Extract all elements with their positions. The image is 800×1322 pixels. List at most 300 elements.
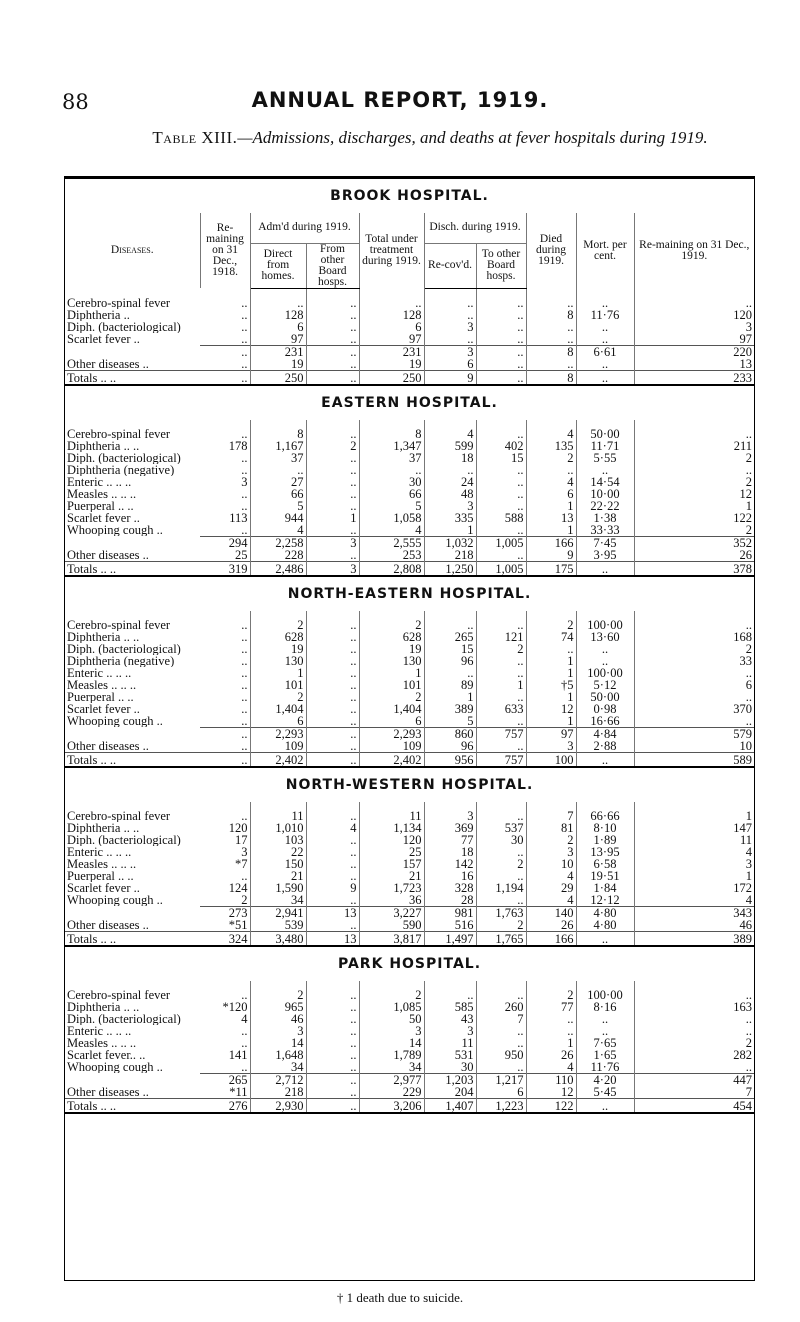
- value-cell: 5: [359, 500, 424, 512]
- value-cell: ..: [424, 309, 476, 321]
- value-cell: 2: [745, 474, 753, 489]
- value-cell: ..: [476, 428, 526, 440]
- value-cell: 46: [739, 917, 753, 932]
- value-cell: 218: [250, 1086, 306, 1099]
- table-row: [65, 464, 754, 476]
- value-cell: ..: [200, 870, 250, 882]
- value-cell: 1: [424, 691, 476, 703]
- value-cell: 33·33: [576, 524, 634, 537]
- value-cell: 369: [424, 822, 476, 834]
- disease-label: Other diseases ..: [67, 1085, 149, 1098]
- value-cell: 218: [424, 549, 476, 562]
- table-row: [65, 691, 754, 703]
- value-cell: ..: [306, 834, 359, 846]
- value-cell: ..: [576, 321, 634, 333]
- value-cell: ..: [200, 1025, 250, 1037]
- value-cell: 2: [526, 452, 576, 464]
- hospital-title: EASTERN HOSPITAL.: [65, 385, 754, 420]
- value-cell: 50·00: [576, 428, 634, 440]
- value-cell: ..: [200, 667, 250, 679]
- value-cell: 96: [424, 740, 476, 753]
- value-cell: 1,010: [250, 822, 306, 834]
- disease-label: Scarlet fever ..: [67, 332, 140, 345]
- disease-label: Scarlet fever ..: [67, 511, 140, 524]
- value-cell: 4: [526, 894, 576, 907]
- value-cell: ..: [476, 345, 526, 358]
- value-cell: 389: [424, 703, 476, 715]
- value-cell: 12: [526, 703, 576, 715]
- value-cell: 6: [359, 321, 424, 333]
- value-cell: 8: [359, 428, 424, 440]
- value-cell: 3: [306, 561, 359, 576]
- value-cell: 4: [745, 844, 753, 859]
- value-cell: ..: [476, 619, 526, 631]
- value-cell: ..: [306, 752, 359, 767]
- value-cell: 229: [359, 1086, 424, 1099]
- value-cell: ..: [424, 297, 476, 309]
- value-cell: 1,404: [359, 703, 424, 715]
- value-cell: 8: [250, 428, 306, 440]
- value-cell: ..: [200, 643, 250, 655]
- value-cell: 11·71: [576, 440, 634, 452]
- value-cell: ..: [476, 476, 526, 488]
- disease-label: Cerebro-spinal fever: [67, 809, 171, 822]
- value-cell: ..: [306, 679, 359, 691]
- disease-label: Cerebro-spinal fever: [67, 296, 171, 309]
- subtotal-row: [65, 740, 754, 753]
- value-cell: 3: [424, 810, 476, 822]
- value-cell: 97: [250, 333, 306, 346]
- disease-label: Totals .. ..: [65, 931, 200, 946]
- value-cell: †5: [526, 679, 576, 691]
- value-cell: ..: [306, 870, 359, 882]
- value-cell: 1,250: [424, 561, 476, 576]
- table-row: [65, 834, 754, 846]
- value-cell: 3: [306, 536, 359, 549]
- table-row: [65, 512, 754, 524]
- header-discharged-group: Disch. during 1919.: [424, 213, 526, 243]
- value-cell: 178: [200, 440, 250, 452]
- value-cell: 11: [739, 832, 753, 847]
- value-cell: ..: [200, 740, 250, 753]
- disease-label: Diph. (bacteriological): [67, 451, 181, 464]
- value-cell: 6: [424, 358, 476, 371]
- value-cell: ..: [200, 631, 250, 643]
- value-cell: 12: [739, 486, 753, 501]
- value-cell: 2: [200, 894, 250, 907]
- value-cell: ..: [576, 1098, 634, 1113]
- value-cell: 37: [250, 452, 306, 464]
- value-cell: ..: [306, 715, 359, 728]
- table-row: [65, 858, 754, 870]
- value-cell: *120: [200, 1001, 250, 1013]
- value-cell: ..: [200, 428, 250, 440]
- value-cell: 6: [250, 321, 306, 333]
- value-cell: ..: [526, 358, 576, 371]
- subtotal-row: [65, 536, 754, 549]
- value-cell: ..: [250, 297, 306, 309]
- value-cell: 157: [359, 858, 424, 870]
- spacer-cell: [634, 288, 754, 297]
- value-cell: 19: [250, 358, 306, 371]
- value-cell: 402: [476, 440, 526, 452]
- value-cell: ..: [576, 655, 634, 667]
- value-cell: 15: [424, 643, 476, 655]
- value-cell: 4: [526, 476, 576, 488]
- value-cell: 81: [526, 822, 576, 834]
- value-cell: 4: [424, 428, 476, 440]
- value-cell: 7·65: [576, 1037, 634, 1049]
- subtotal-row: [65, 919, 754, 932]
- value-cell: 12: [526, 1086, 576, 1099]
- value-cell: ..: [200, 752, 250, 767]
- value-cell: 50: [359, 1013, 424, 1025]
- value-cell: ..: [576, 1013, 634, 1025]
- value-cell: 168: [733, 629, 753, 644]
- value-cell: 352: [634, 536, 754, 549]
- value-cell: 3: [526, 846, 576, 858]
- value-cell: 18: [424, 452, 476, 464]
- value-cell: 589: [634, 752, 754, 767]
- value-cell: 66·66: [576, 810, 634, 822]
- table-row: [65, 476, 754, 488]
- value-cell: 1,763: [476, 906, 526, 919]
- value-cell: *11: [200, 1086, 250, 1099]
- page-number: 88: [62, 90, 89, 114]
- value-cell: 3,206: [359, 1098, 424, 1113]
- table-row: [65, 667, 754, 679]
- value-cell: 14·54: [576, 476, 634, 488]
- header-row-groups: [65, 213, 754, 243]
- value-cell: 319: [200, 561, 250, 576]
- value-cell: ..: [306, 500, 359, 512]
- value-cell: ..: [200, 619, 250, 631]
- value-cell: 3,480: [250, 931, 306, 946]
- header-died: Died during 1919.: [526, 213, 576, 288]
- value-cell: 100·00: [576, 667, 634, 679]
- fever-hospitals-table: [65, 177, 754, 1114]
- value-cell: 4: [745, 892, 753, 907]
- section-title-row: [65, 178, 754, 213]
- disease-label: Diphtheria .. ..: [67, 821, 140, 834]
- value-cell: 113: [200, 512, 250, 524]
- spacer-cell: [359, 611, 424, 619]
- value-cell: 860: [424, 727, 476, 740]
- value-cell: 6: [526, 488, 576, 500]
- value-cell: 1,194: [476, 882, 526, 894]
- value-cell: 1,203: [424, 1073, 476, 1086]
- value-cell: 19: [250, 643, 306, 655]
- value-cell: ..: [526, 1025, 576, 1037]
- table-row: [65, 822, 754, 834]
- totals-row: [65, 1098, 754, 1113]
- value-cell: ..: [476, 488, 526, 500]
- totals-row: [65, 931, 754, 946]
- value-cell: 8: [526, 309, 576, 321]
- disease-label: Diph. (bacteriological): [67, 642, 181, 655]
- disease-label: Other diseases ..: [67, 918, 149, 931]
- disease-label: Other diseases ..: [67, 739, 149, 752]
- table-row: [65, 619, 754, 631]
- disease-label: Measles .. .. ..: [67, 1036, 137, 1049]
- table-row: [65, 333, 754, 346]
- value-cell: 43: [424, 1013, 476, 1025]
- table-row: [65, 524, 754, 537]
- value-cell: 4·20: [576, 1073, 634, 1086]
- table-row: [65, 715, 754, 728]
- value-cell: 4: [526, 1061, 576, 1074]
- value-cell: ..: [359, 297, 424, 309]
- value-cell: 7: [526, 810, 576, 822]
- value-cell: ..: [306, 655, 359, 667]
- value-cell: 2: [250, 619, 306, 631]
- value-cell: 140: [526, 906, 576, 919]
- hospital-title: BROOK HOSPITAL.: [65, 178, 754, 213]
- value-cell: 5: [250, 500, 306, 512]
- table-row: [65, 1049, 754, 1061]
- value-cell: 2: [306, 440, 359, 452]
- section-title-row: [65, 576, 754, 611]
- value-cell: 22: [250, 846, 306, 858]
- value-cell: 11: [359, 810, 424, 822]
- value-cell: 2,808: [359, 561, 424, 576]
- value-cell: ..: [424, 989, 476, 1001]
- value-cell: 11: [424, 1037, 476, 1049]
- table-row: [65, 1025, 754, 1037]
- value-cell: ..: [476, 715, 526, 728]
- value-cell: 97: [739, 331, 753, 346]
- value-cell: 1: [424, 524, 476, 537]
- disease-label: Cerebro-spinal fever: [67, 427, 171, 440]
- value-cell: 6: [745, 677, 753, 692]
- value-cell: 5: [424, 715, 476, 728]
- value-cell: 16·66: [576, 715, 634, 728]
- disease-label: Cerebro-spinal fever: [67, 988, 171, 1001]
- value-cell: 2,293: [359, 727, 424, 740]
- value-cell: ..: [476, 358, 526, 371]
- value-cell: ..: [476, 321, 526, 333]
- spacer-cell: [65, 802, 200, 810]
- value-cell: *7: [200, 858, 250, 870]
- value-cell: ..: [306, 476, 359, 488]
- spacer-cell: [634, 611, 754, 619]
- value-cell: 163: [733, 999, 753, 1014]
- disease-label: Puerperal .. ..: [67, 499, 134, 512]
- value-cell: 3: [424, 321, 476, 333]
- table-row: [65, 440, 754, 452]
- value-cell: ..: [476, 1025, 526, 1037]
- value-cell: ..: [200, 333, 250, 346]
- value-cell: 2: [250, 989, 306, 1001]
- disease-label: Cerebro-spinal fever: [67, 618, 171, 631]
- value-cell: 276: [200, 1098, 250, 1113]
- spacer-cell: [65, 611, 200, 619]
- value-cell: ..: [306, 370, 359, 385]
- table-row: [65, 894, 754, 907]
- value-cell: 3: [745, 319, 753, 334]
- section-title-row: [65, 946, 754, 981]
- value-cell: 89: [424, 679, 476, 691]
- value-cell: 16: [424, 870, 476, 882]
- value-cell: 1,497: [424, 931, 476, 946]
- value-cell: ..: [424, 464, 476, 476]
- value-cell: 100·00: [576, 619, 634, 631]
- value-cell: 253: [359, 549, 424, 562]
- value-cell: ..: [306, 1061, 359, 1074]
- value-cell: 29: [526, 882, 576, 894]
- disease-label: Enteric .. .. ..: [67, 475, 132, 488]
- value-cell: 3·95: [576, 549, 634, 562]
- disease-label: Totals .. ..: [65, 1098, 200, 1113]
- value-cell: 539: [250, 919, 306, 932]
- value-cell: 13·60: [576, 631, 634, 643]
- header-to-other: To other Board hosps.: [476, 243, 526, 288]
- value-cell: 1,347: [359, 440, 424, 452]
- disease-label: Measles .. .. ..: [67, 857, 137, 870]
- value-cell: 18: [424, 846, 476, 858]
- disease-label: Totals .. ..: [65, 370, 200, 385]
- value-cell: 120: [359, 834, 424, 846]
- table-row: [65, 1061, 754, 1074]
- disease-label: Diphtheria .. ..: [67, 630, 140, 643]
- value-cell: 97: [526, 727, 576, 740]
- value-cell: 66: [250, 488, 306, 500]
- value-cell: 965: [250, 1001, 306, 1013]
- value-cell: 101: [250, 679, 306, 691]
- value-cell: ..: [306, 524, 359, 537]
- value-cell: 3: [424, 500, 476, 512]
- hospital-title: NORTH-WESTERN HOSPITAL.: [65, 767, 754, 802]
- value-cell: ..: [526, 643, 576, 655]
- value-cell: ..: [200, 297, 250, 309]
- value-cell: ..: [200, 715, 250, 728]
- value-cell: ..: [476, 894, 526, 907]
- table-row: [65, 321, 754, 333]
- spacer-cell: [65, 420, 200, 428]
- value-cell: ..: [476, 309, 526, 321]
- disease-label: Scarlet fever ..: [67, 881, 140, 894]
- table-row: [65, 428, 754, 440]
- value-cell: ..: [526, 1013, 576, 1025]
- value-cell: 19: [359, 643, 424, 655]
- table-row: [65, 631, 754, 643]
- value-cell: 4: [250, 524, 306, 537]
- value-cell: 2: [359, 691, 424, 703]
- value-cell: 77: [424, 834, 476, 846]
- value-cell: 4·80: [576, 919, 634, 932]
- value-cell: ..: [576, 297, 634, 309]
- value-cell: ..: [306, 643, 359, 655]
- value-cell: 294: [200, 536, 250, 549]
- table-row: [65, 452, 754, 464]
- value-cell: 121: [476, 631, 526, 643]
- value-cell: 628: [359, 631, 424, 643]
- value-cell: ..: [306, 858, 359, 870]
- value-cell: 273: [200, 906, 250, 919]
- value-cell: 6: [359, 715, 424, 728]
- value-cell: 17: [200, 834, 250, 846]
- disease-label: [65, 906, 200, 919]
- value-cell: 454: [634, 1098, 754, 1113]
- header-remaining-end: Re-maining on 31 Dec., 1919.: [639, 238, 750, 262]
- table-row: [65, 309, 754, 321]
- table-row: [65, 810, 754, 822]
- disease-label: Diphtheria .. ..: [67, 439, 140, 452]
- section-title-row: [65, 767, 754, 802]
- value-cell: ..: [200, 500, 250, 512]
- value-cell: 37: [359, 452, 424, 464]
- value-cell: 5·45: [576, 1086, 634, 1099]
- value-cell: 34: [250, 1061, 306, 1074]
- value-cell: ..: [526, 333, 576, 346]
- value-cell: ..: [745, 462, 753, 477]
- value-cell: 1,085: [359, 1001, 424, 1013]
- value-cell: ..: [306, 727, 359, 740]
- footnote: † 1 death due to suicide.: [336, 1290, 464, 1305]
- value-cell: ..: [306, 989, 359, 1001]
- value-cell: 1,167: [250, 440, 306, 452]
- value-cell: 537: [476, 822, 526, 834]
- disease-label: Measles .. .. ..: [67, 487, 137, 500]
- table-row: [65, 703, 754, 715]
- header-admitted-group: Adm'd during 1919.: [250, 213, 359, 243]
- table-body: [65, 178, 754, 1113]
- value-cell: 1,789: [359, 1049, 424, 1061]
- value-cell: 5·55: [576, 452, 634, 464]
- value-cell: 6·61: [576, 345, 634, 358]
- spacer-cell: [634, 420, 754, 428]
- subtotal-row: [65, 358, 754, 371]
- value-cell: ..: [476, 846, 526, 858]
- value-cell: ..: [526, 321, 576, 333]
- header-total-treatment: Total under treatment during 1919.: [359, 213, 424, 288]
- value-cell: 3: [526, 740, 576, 753]
- value-cell: 135: [526, 440, 576, 452]
- caption-title: —Admissions, discharges, and deaths at fever hospitals during 1919.: [237, 128, 708, 147]
- value-cell: 2: [359, 619, 424, 631]
- value-cell: 1: [526, 500, 576, 512]
- value-cell: 4: [359, 524, 424, 537]
- value-cell: 265: [424, 631, 476, 643]
- value-cell: 1,134: [359, 822, 424, 834]
- value-cell: 2: [526, 834, 576, 846]
- value-cell: ..: [476, 810, 526, 822]
- table-row: [65, 882, 754, 894]
- table-caption: [110, 127, 750, 148]
- disease-label: Whooping cough ..: [67, 1060, 163, 1073]
- value-cell: 19·51: [576, 870, 634, 882]
- table-row: [65, 1013, 754, 1025]
- value-cell: ..: [576, 931, 634, 946]
- value-cell: ..: [306, 1086, 359, 1099]
- value-cell: 1,005: [476, 561, 526, 576]
- value-cell: 19: [359, 358, 424, 371]
- value-cell: ..: [306, 1013, 359, 1025]
- value-cell: 1,404: [250, 703, 306, 715]
- value-cell: 2,258: [250, 536, 306, 549]
- spacer-row: [65, 611, 754, 619]
- disease-label: [65, 536, 200, 549]
- value-cell: ..: [576, 370, 634, 385]
- disease-label: Other diseases ..: [67, 357, 149, 370]
- value-cell: 25: [200, 549, 250, 562]
- value-cell: ..: [306, 309, 359, 321]
- spacer-cell: [359, 420, 424, 428]
- value-cell: 9: [424, 370, 476, 385]
- value-cell: 6: [250, 715, 306, 728]
- disease-label: Diph. (bacteriological): [67, 833, 181, 846]
- value-cell: ..: [306, 740, 359, 753]
